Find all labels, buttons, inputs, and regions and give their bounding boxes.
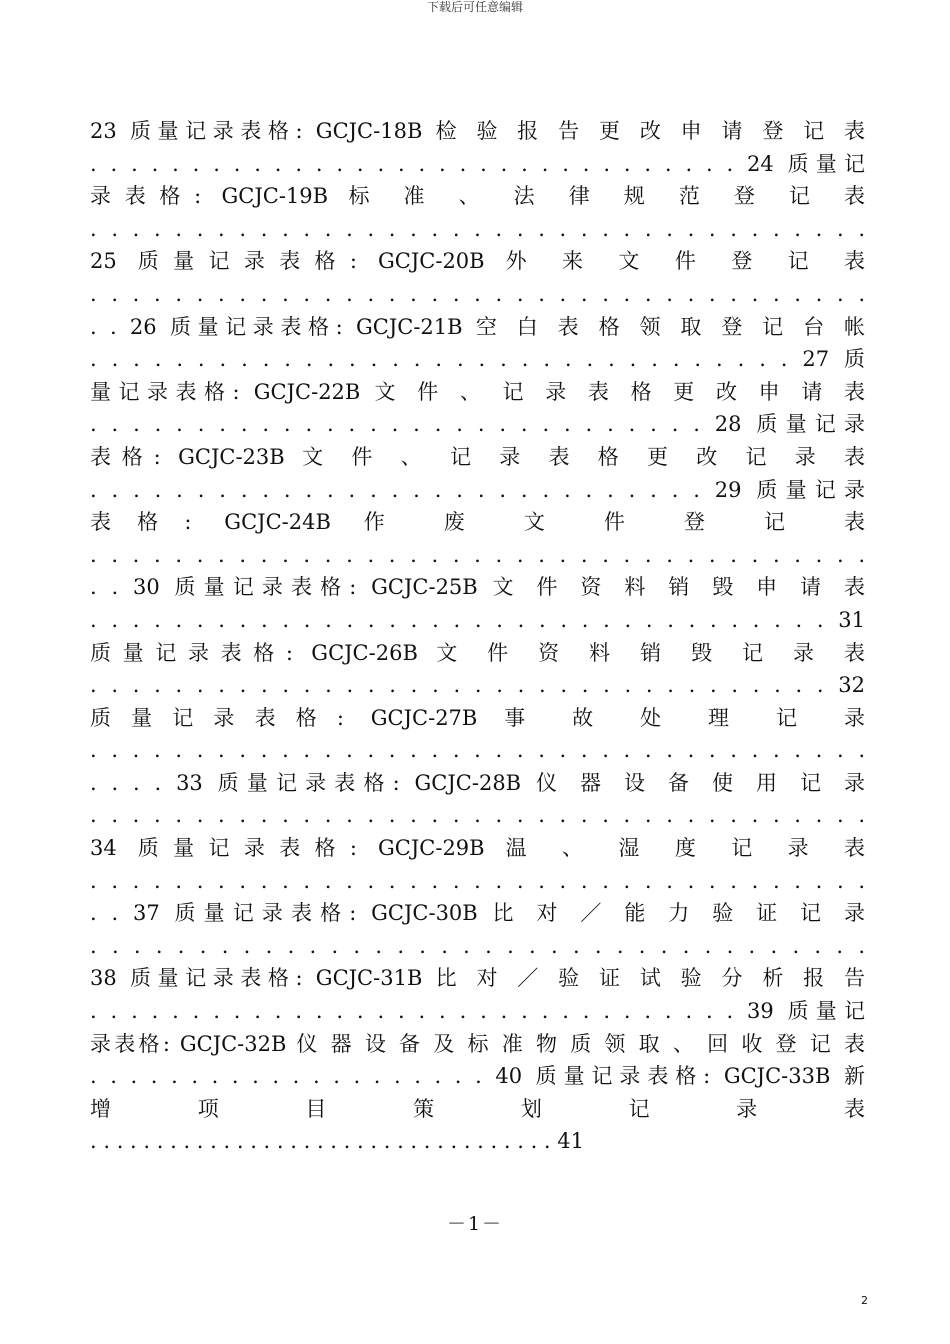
toc-line: . . 30 质量记录表格: GCJC-25B 文 件 资 料 销 毁 申 请 表	[90, 575, 865, 600]
toc-line: 表格: GCJC-24B 作 废 文 件 登 记 表	[90, 510, 865, 535]
toc-line: 质量记录表格: GCJC-26B 文 件 资 料 销 毁 记 录 表	[90, 640, 865, 665]
toc-line: 质量记录表格: GCJC-27B 事 故 处 理 记 录	[90, 705, 865, 730]
toc-line: . . . . . . . . . . . . . . . . . . . . 40 质量记录表格: GCJC-33B 新	[90, 1064, 865, 1089]
toc-line: . . . . 33 质量记录表格: GCJC-28B 仪 器 设 备 使 用 记 录	[90, 770, 865, 795]
toc-line: . . . . . . . . . . . . . . . . . . . . . . . . . . . . . . . . 24 质量记	[90, 151, 865, 176]
toc-line: 25 质量记录表格: GCJC-20B 外 来 文 件 登 记 表	[90, 249, 865, 274]
toc-line: . . 37 质量记录表格: GCJC-30B 比 对 ／ 能 力 验 证 记 录	[90, 901, 865, 926]
toc-line: . . . . . . . . . . . . . . . . . . . . . . . . . . . . . 29 质量记录	[90, 477, 865, 502]
toc-line: . . . . . . . . . . . . . . . . . . . . . . . . . . . . . . . . . . . . .	[90, 281, 865, 306]
toc-line: . . 26 质量记录表格: GCJC-21B 空 白 表 格 领 取 登 记 台 帐	[90, 314, 865, 339]
page-number: －1－	[446, 1213, 504, 1235]
toc-line: 表格: GCJC-23B 文 件 、 记 录 表 格 更 改 记 录 表	[90, 444, 865, 469]
toc-line: . . . . . . . . . . . . . . . . . . . . . . . . . . . . . . . . . . . . .	[90, 738, 865, 763]
toc-line: . . . . . . . . . . . . . . . . . . . . . . . . . . . . . . . . . . . .	[90, 933, 865, 958]
toc-line: . . . . . . . . . . . . . . . . . . . . . . . . . . . . . . . . 39 质量记	[90, 999, 865, 1024]
toc-line: 录表格: GCJC-32B 仪 器 设 备 及 标 准 物 质 领 取 、 回 收 登 记 表	[90, 1031, 865, 1056]
toc-line: . . . . . . . . . . . . . . . . . . . . . . . . . . . . . . . . . . . 41	[90, 1129, 584, 1154]
toc-line: . . . . . . . . . . . . . . . . . . . . . . . . . . . . . . . . . . . . .	[90, 216, 865, 241]
toc-line: 录表格: GCJC-19B 标 准 、 法 律 规 范 登 记 表	[90, 184, 865, 209]
toc-line: 34 质量记录表格: GCJC-29B 温 、 湿 度 记 录 表	[90, 836, 865, 861]
toc-line: 量记录表格: GCJC-22B 文 件 、 记 录 表 格 更 改 申 请 表	[90, 379, 865, 404]
toc-line: 23 质量记录表格: GCJC-18B 检 验 报 告 更 改 申 请 登 记 表	[90, 119, 865, 143]
sheet-number: 2	[861, 1294, 868, 1307]
toc-line: . . . . . . . . . . . . . . . . . . . . . . . . . . . . . 28 质量记录	[90, 412, 865, 437]
toc-line: 38 质量记录表格: GCJC-31B 比 对 ／ 验 证 试 验 分 析 报 告	[90, 966, 865, 991]
toc-line: . . . . . . . . . . . . . . . . . . . . . . . . . . . . . . . . . . . 31	[90, 607, 865, 632]
toc-line: 增 项 目 策 划 记 录 表	[90, 1096, 865, 1121]
toc-line: . . . . . . . . . . . . . . . . . . . . . . . . . . . . . . . . . . . . .	[90, 868, 865, 893]
table-of-contents	[90, 115, 865, 1158]
toc-line: . . . . . . . . . . . . . . . . . . . . . . . . . . . . . . . . . . . . .	[90, 542, 865, 567]
toc-line: . . . . . . . . . . . . . . . . . . . . . . . . . . . . . . . . . . . . .	[90, 803, 865, 828]
toc-line: . . . . . . . . . . . . . . . . . . . . . . . . . . . . . . . . . 27 质	[90, 347, 865, 372]
document-header-note: 下载后可任意编辑	[426, 0, 523, 14]
toc-line: . . . . . . . . . . . . . . . . . . . . . . . . . . . . . . . . . . . 32	[90, 673, 865, 698]
